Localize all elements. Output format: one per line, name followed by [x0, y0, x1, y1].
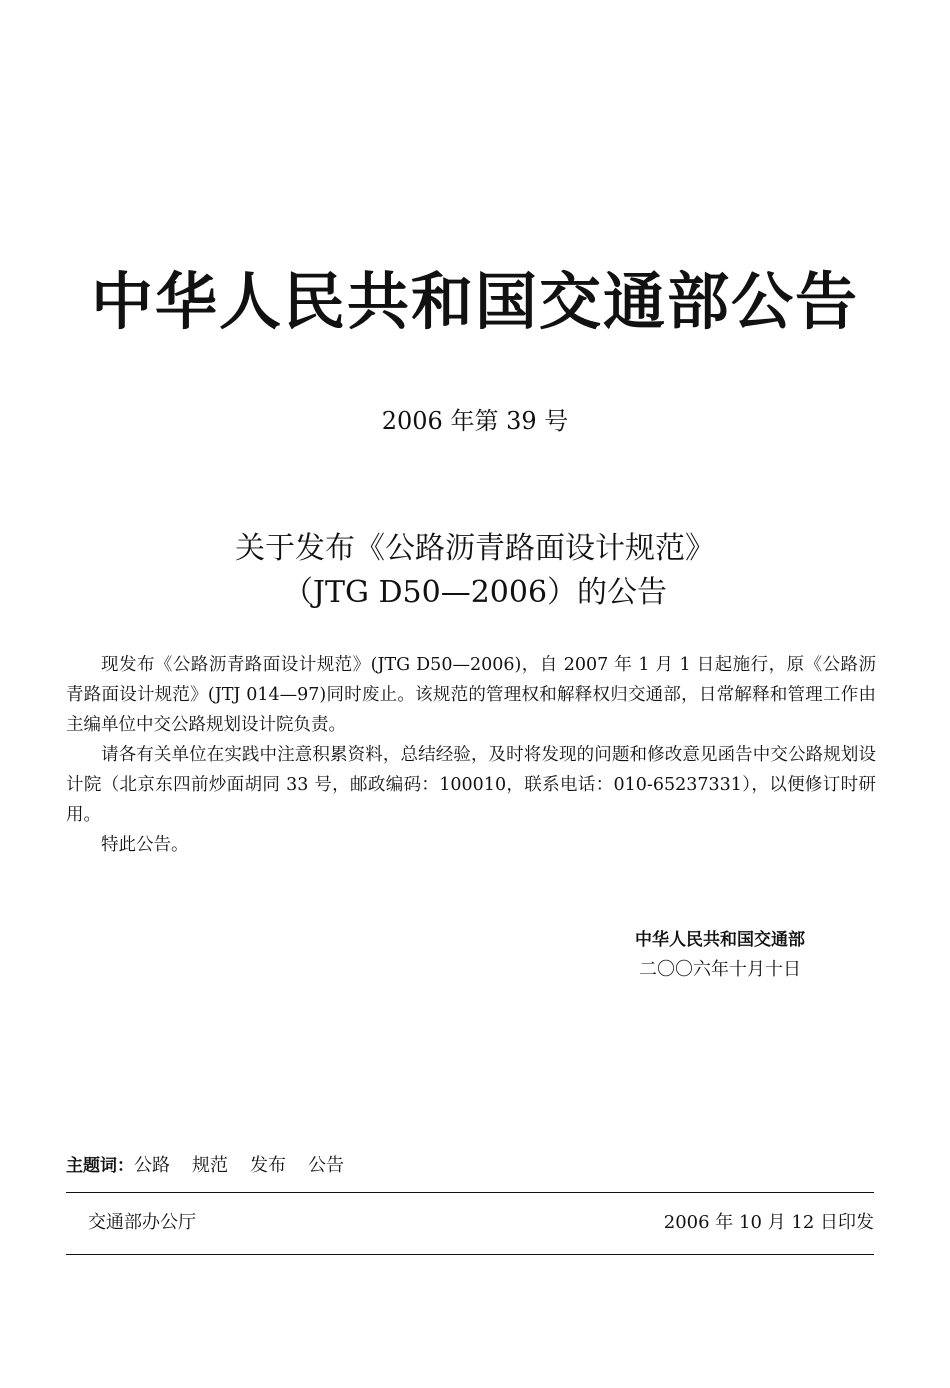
document-title-line-2: （JTG D50—2006）的公告: [282, 575, 668, 610]
body-paragraph-2: 请各有关单位在实践中注意积累资料，总结经验，及时将发现的问题和修改意见函告中交公路规划设计院（北京东四前炒面胡同 33 号，邮政编码：100010，联系电话：010-65237331），以便修订时研用。: [66, 745, 876, 825]
document-title: [0, 527, 950, 615]
document-title-line-1: 关于发布《公路沥青路面设计规范》: [235, 531, 715, 566]
keyword-item: 公告: [308, 1155, 344, 1176]
keywords-label: 主题词：: [66, 1156, 134, 1176]
keyword-item: 公路: [134, 1155, 170, 1176]
keyword-item: 规范: [192, 1155, 228, 1176]
signature-block: [590, 925, 850, 985]
print-date: 2006 年 10 月 12 日印发: [663, 1212, 874, 1233]
signature-organization: 中华人民共和国交通部: [635, 930, 805, 950]
document-number: 2006 年第 39 号: [381, 407, 569, 435]
body-paragraph-3: 特此公告。: [101, 835, 189, 855]
footer-divider-top: [66, 1192, 874, 1193]
issuing-office: 交通部办公厅: [88, 1212, 196, 1233]
keywords-line: [66, 1152, 344, 1180]
body-paragraph-1: 现发布《公路沥青路面设计规范》(JTG D50—2006)，自 2007 年 1 月 1 日起施行，原《公路沥青路面设计规范》(JTJ 014—97)同时废止。该规范的管理权和解释权归交通部，日常解释和管理工作由主编单位中交公路规划设计院负责。: [66, 655, 876, 735]
body-text: [66, 650, 876, 860]
footer-divider-bottom: [66, 1254, 874, 1255]
signature-date: 二〇〇六年十月十日: [639, 959, 801, 980]
page-title: 中华人民共和国交通部公告: [90, 265, 859, 338]
keyword-item: 发布: [250, 1155, 286, 1176]
